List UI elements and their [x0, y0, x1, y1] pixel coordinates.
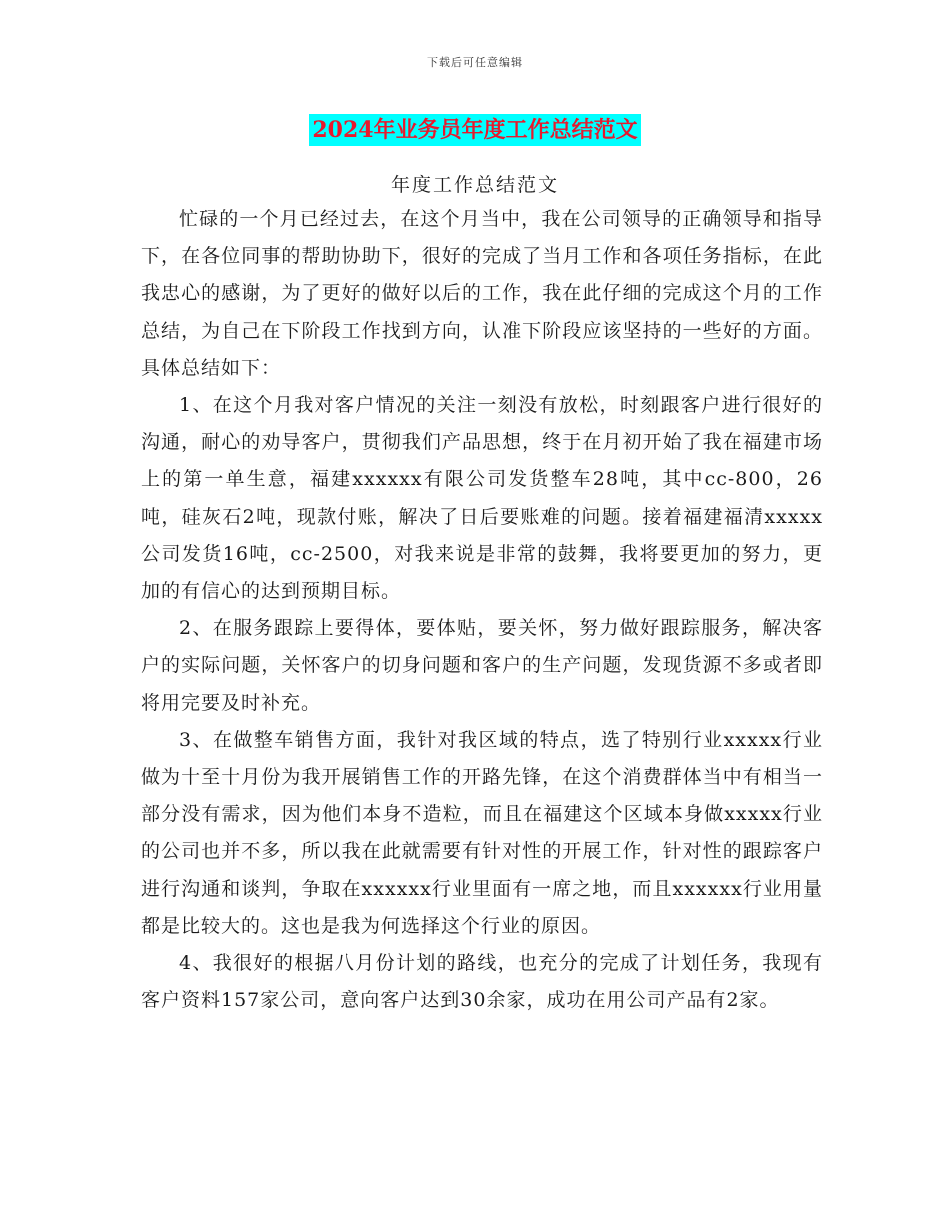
paragraph-item-1: 1、在这个月我对客户情况的关注一刻没有放松，时刻跟客户进行很好的沟通，耐心的劝导客户，贯彻我们产品思想，终于在月初开始了我在福建市场上的第一单生意，福建xxxxxx有限公司发货整车28吨，其中cc-800，26吨，硅灰石2吨，现款付账，解决了日后要账难的问题。接着福建福清xxxxx公司发货16吨，cc-2500，对我来说是非常的鼓舞，我将要更加的努力，更加的有信心的达到预期目标。: [141, 394, 823, 603]
document-body: [141, 201, 823, 1019]
document-subtitle: 年度工作总结范文: [390, 174, 559, 196]
header-note: 下载后可任意编辑: [427, 56, 523, 69]
document-title: 2024年业务员年度工作总结范文: [309, 114, 640, 146]
title-wrap: [0, 114, 950, 146]
paragraph-item-4: 4、我很好的根据八月份计划的路线，也充分的完成了计划任务，我现有客户资料157家公司，意向客户达到30余家，成功在用公司产品有2家。: [141, 952, 823, 1012]
paragraph-item-2: 2、在服务跟踪上要得体，要体贴，要关怀，努力做好跟踪服务，解决客户的实际问题，关怀客户的切身问题和客户的生产问题，发现货源不多或者即将用完要及时补充。: [141, 617, 823, 714]
paragraph-item-3: 3、在做整车销售方面，我针对我区域的特点，选了特别行业xxxxx行业做为十至十月份为我开展销售工作的开路先锋，在这个消费群体当中有相当一部分没有需求，因为他们本身不造粒，而且在福建这个区域本身做xxxxx行业的公司也并不多，所以我在此就需要有针对性的开展工作，针对性的跟踪客户进行沟通和谈判，争取在xxxxxx行业里面有一席之地，而且xxxxxx行业用量都是比较大的。这也是我为何选择这个行业的原因。: [141, 728, 823, 937]
paragraph-intro: 忙碌的一个月已经过去，在这个月当中，我在公司领导的正确领导和指导下，在各位同事的帮助协助下，很好的完成了当月工作和各项任务指标，在此我忠心的感谢，为了更好的做好以后的工作，我在此仔细的完成这个月的工作总结，为自己在下阶段工作找到方向，认准下阶段应该坚持的一些好的方面。具体总结如下：: [141, 208, 823, 379]
